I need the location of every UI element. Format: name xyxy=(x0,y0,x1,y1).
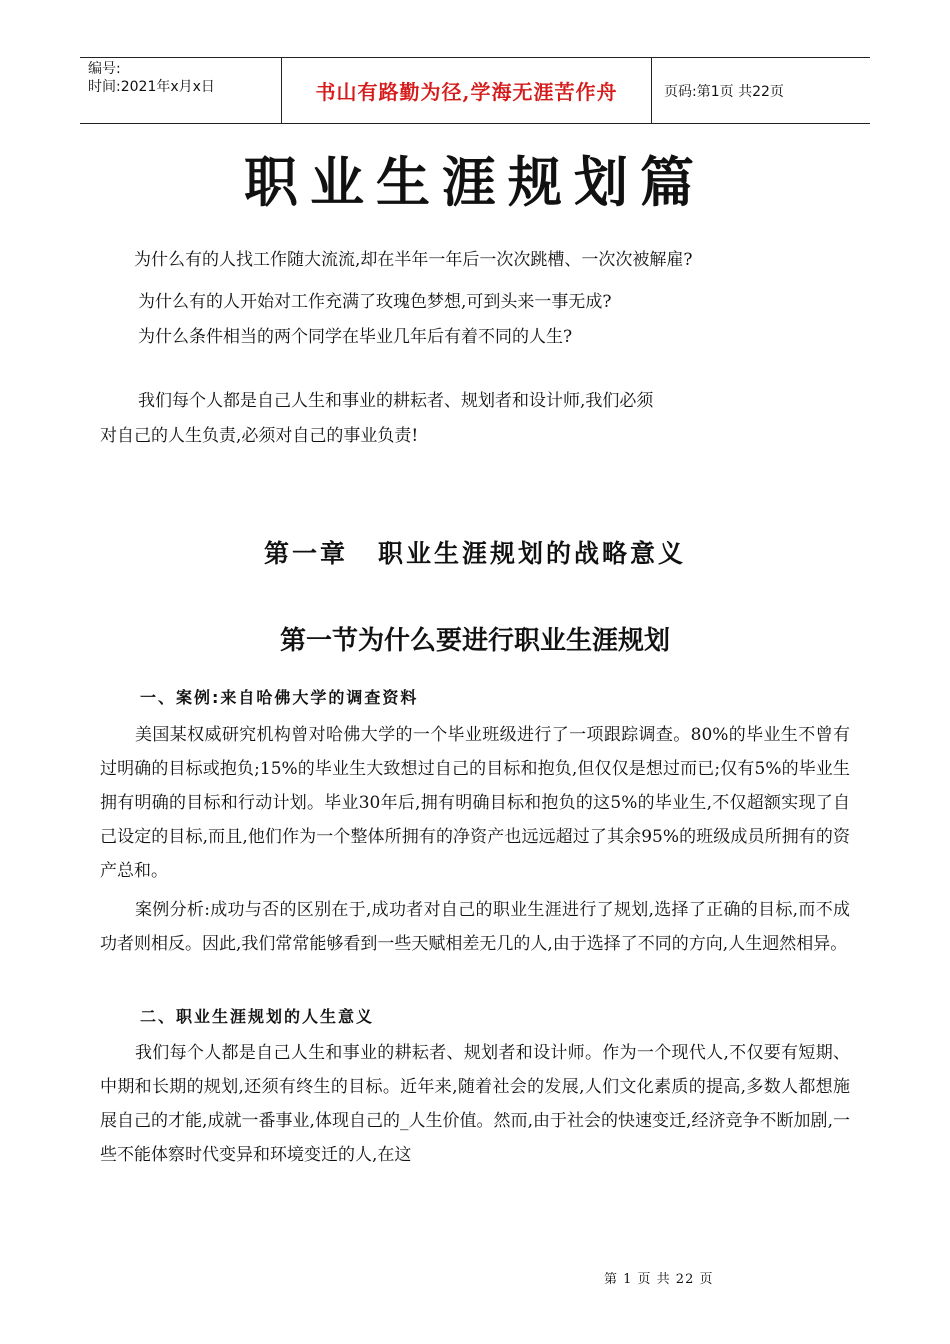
page-footer: 第 1 页 共 22 页 xyxy=(604,1272,714,1287)
chapter-title: 职业生涯规划的战略意义 xyxy=(378,539,687,568)
document-time: 时间:2021年x月x日 xyxy=(88,79,215,95)
header-page-code: 页码:第1页 共22页 xyxy=(664,83,784,100)
subsection-1-paragraph-1: 美国某权威研究机构曾对哈佛大学的一个毕业班级进行了一项跟踪调查。80%的毕业生不曾有过明确的目标或抱负;15%的毕业生大致想过自己的目标和抱负,但仅仅是想过而已;仅有5%的毕业生拥有明确的目标和行动计划。毕业30年后,拥有明确目标和抱负的这5%的毕业生,不仅超额实现了自己设定的目标,而且,他们作为一个整体所拥有的净资产也远远超过了其余95%的班级成员所拥有的资产总和。 xyxy=(100,725,850,881)
header-motto: 书山有路勤为径,学海无涯苦作舟 xyxy=(282,58,652,123)
header-meta xyxy=(80,58,282,123)
subsection-1-paragraph-2: 案例分析:成功与否的区别在于,成功者对自己的职业生涯进行了规划,选择了正确的目标,而不成功者则相反。因此,我们常常能够看到一些天赋相差无几的人,由于选择了不同的方向,人生迥然相异。 xyxy=(100,900,850,954)
chapter-heading xyxy=(0,534,950,570)
intro-question-2: 为什么有的人开始对工作充满了玫瑰色梦想,可到头来一事无成? xyxy=(138,292,612,312)
subsection-2-paragraph-1: 我们每个人都是自己人生和事业的耕耘者、规划者和设计师。作为一个现代人,不仅要有短期、中期和长期的规划,还须有终生的目标。近年来,随着社会的发展,人们文化素质的提高,多数人都想施展自己的才能,成就一番事业,体现自己的_人生价值。然而,由于社会的快速变迁,经济竞争不断加剧,一些不能体察时代变异和环境变迁的人,在这 xyxy=(100,1043,850,1165)
document-title: 职业生涯规划篇 xyxy=(244,151,706,214)
intro-question-3: 为什么条件相当的两个同学在毕业几年后有着不同的人生? xyxy=(138,327,573,347)
intro-statement-line-1: 我们每个人都是自己人生和事业的耕耘者、规划者和设计师,我们必须 xyxy=(138,391,654,411)
document-header xyxy=(80,57,870,124)
subsection-1-heading: 一、案例:来自哈佛大学的调查资料 xyxy=(140,688,419,707)
subsection-2-heading: 二、职业生涯规划的人生意义 xyxy=(140,1007,375,1026)
section-heading: 第一节为什么要进行职业生涯规划 xyxy=(279,626,670,656)
intro-statement-line-2: 对自己的人生负责,必须对自己的事业负责! xyxy=(100,426,419,446)
document-number-label: 编号: xyxy=(88,61,121,77)
chapter-number: 第一章 xyxy=(263,539,348,568)
intro-question-1: 为什么有的人找工作随大流流,却在半年一年后一次次跳槽、一次次被解雇? xyxy=(134,250,693,270)
